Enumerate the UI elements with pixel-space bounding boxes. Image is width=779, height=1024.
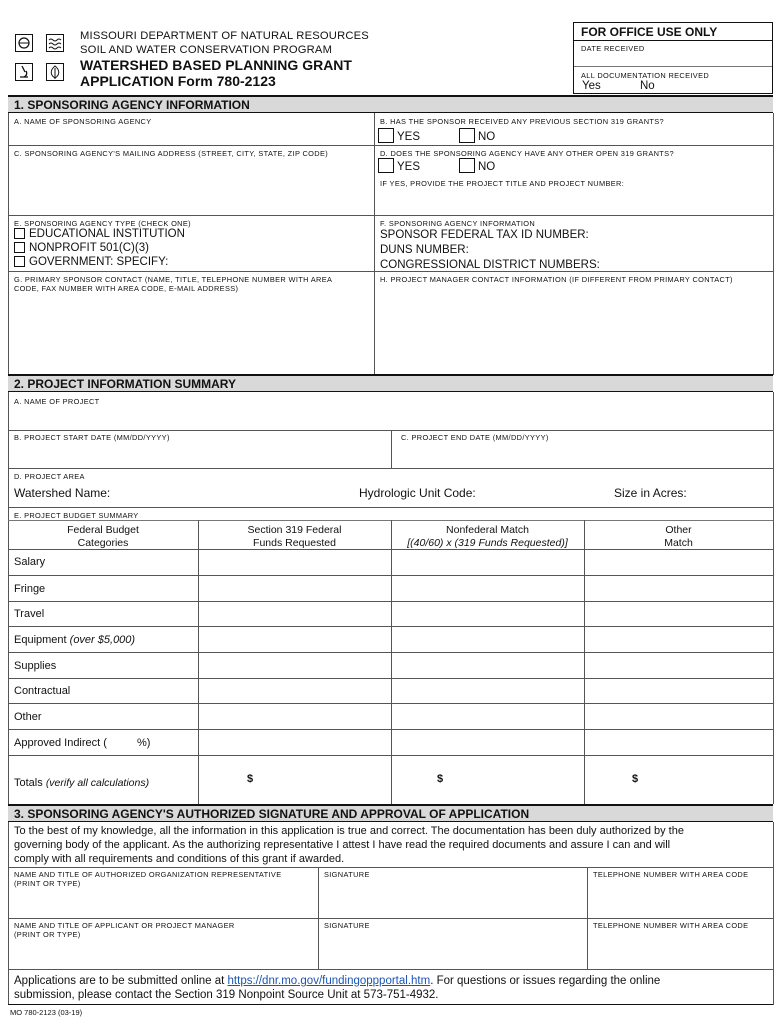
col-header-line: [(40/60) x (319 Funds Requested)] bbox=[407, 536, 568, 549]
s1-d-yes-label: YES bbox=[397, 161, 421, 173]
col-header-line: Federal Budget bbox=[67, 524, 139, 536]
leaf-icon bbox=[46, 63, 64, 81]
section1-title: 1. SPONSORING AGENCY INFORMATION bbox=[14, 98, 250, 112]
checkbox[interactable] bbox=[14, 256, 25, 267]
project-manager-signature-field[interactable] bbox=[324, 931, 582, 967]
col-header-line: Nonfederal Match bbox=[446, 524, 529, 536]
s2-d-label: D. PROJECT AREA bbox=[14, 472, 85, 481]
s1-b-no-option[interactable] bbox=[459, 128, 495, 143]
authorized-rep-signature-field[interactable] bbox=[324, 880, 582, 916]
water-waves-icon bbox=[46, 34, 64, 52]
project-manager-contact-field[interactable] bbox=[380, 286, 770, 373]
total-nonfederal-dollar: $ bbox=[437, 773, 444, 785]
congressional-district-label: CONGRESSIONAL DISTRICT NUMBERS: bbox=[380, 259, 600, 271]
budget-row-contractual: Contractual bbox=[14, 685, 71, 697]
col-header-line: Match bbox=[664, 536, 693, 549]
project-start-date-field[interactable] bbox=[14, 443, 389, 467]
s1-d-yes-option[interactable] bbox=[378, 158, 420, 173]
mgr-label-2: (PRINT OR TYPE) bbox=[14, 930, 81, 939]
section2-title: 2. PROJECT INFORMATION SUMMARY bbox=[14, 377, 237, 391]
funding-portal-link[interactable]: https://dnr.mo.gov/fundingoppportal.htm bbox=[227, 975, 431, 987]
s2-a-label: A. NAME OF PROJECT bbox=[14, 397, 100, 406]
section3-title: 3. SPONSORING AGENCY'S AUTHORIZED SIGNATURE AND APPROVAL OF APPLICATION bbox=[14, 807, 530, 821]
project-end-date-field[interactable] bbox=[401, 443, 769, 467]
col-header-line: Categories bbox=[77, 536, 129, 549]
section3-header bbox=[8, 804, 773, 822]
primary-contact-field[interactable] bbox=[14, 295, 370, 373]
s2-c-label: C. PROJECT END DATE (MM/DD/YYYY) bbox=[401, 433, 549, 442]
form-number: MO 780-2123 (03-19) bbox=[10, 1008, 83, 1017]
s1-a-label: A. NAME OF SPONSORING AGENCY bbox=[14, 117, 152, 126]
section1-header bbox=[8, 95, 773, 113]
budget-row-totals bbox=[14, 777, 149, 789]
compass-icon bbox=[15, 34, 33, 52]
hydrologic-unit-code-label: Hydrologic Unit Code: bbox=[359, 486, 476, 500]
program-name: SOIL AND WATER CONSERVATION PROGRAM bbox=[80, 44, 333, 56]
statement-line: To the best of my knowledge, all the information in this application is true and correct. The documentation has been duly authorized by the bbox=[14, 825, 684, 837]
submit-pre: Applications are to be submitted online at bbox=[14, 975, 228, 987]
authorized-rep-phone-field[interactable] bbox=[593, 880, 769, 916]
rep-label-1: NAME AND TITLE OF AUTHORIZED ORGANIZATION REPRESENTATIVE bbox=[14, 870, 282, 879]
checkbox[interactable] bbox=[14, 228, 25, 239]
totals-label: Totals bbox=[14, 777, 43, 789]
checkbox[interactable] bbox=[459, 158, 475, 173]
s1-b-no-label: NO bbox=[478, 131, 496, 143]
s1-f-label: F. SPONSORING AGENCY INFORMATION bbox=[380, 219, 536, 228]
form-title-line1: WATERSHED BASED PLANNING GRANT bbox=[80, 57, 352, 73]
total-other-dollar: $ bbox=[632, 773, 639, 785]
col-header-line: Funds Requested bbox=[253, 536, 336, 549]
office-use-box bbox=[573, 22, 773, 94]
s2-e-label: E. PROJECT BUDGET SUMMARY bbox=[14, 511, 139, 520]
budget-row-other: Other bbox=[14, 711, 42, 723]
budget-col-nonfederal bbox=[391, 524, 584, 549]
checkbox[interactable] bbox=[378, 158, 394, 173]
col-header-line: Other bbox=[665, 524, 692, 536]
budget-col-other bbox=[584, 524, 773, 549]
project-manager-name-field[interactable] bbox=[14, 941, 314, 967]
s1-h-label: H. PROJECT MANAGER CONTACT INFORMATION (IF DIFFERENT FROM PRIMARY CONTACT) bbox=[380, 275, 733, 284]
federal-tax-id-label: SPONSOR FEDERAL TAX ID NUMBER: bbox=[380, 229, 589, 241]
size-in-acres-label: Size in Acres: bbox=[614, 486, 687, 500]
s1-d-note: IF YES, PROVIDE THE PROJECT TITLE AND PROJECT NUMBER: bbox=[380, 179, 625, 188]
rep-phone-label: TELEPHONE NUMBER WITH AREA CODE bbox=[593, 870, 749, 879]
budget-row-travel: Travel bbox=[14, 608, 45, 620]
all-docs-label: ALL DOCUMENTATION RECEIVED bbox=[581, 71, 710, 80]
agency-name: MISSOURI DEPARTMENT OF NATURAL RESOURCES bbox=[80, 30, 369, 42]
indirect-suffix: %) bbox=[136, 737, 151, 749]
project-manager-phone-field[interactable] bbox=[593, 931, 769, 967]
s1-b-label: B. HAS THE SPONSOR RECEIVED ANY PREVIOUS SECTION 319 GRANTS? bbox=[380, 117, 664, 126]
s1-c-label: C. SPONSORING AGENCY'S MAILING ADDRESS (STREET, CITY, STATE, ZIP CODE) bbox=[14, 149, 329, 158]
s1-g-label-1: G. PRIMARY SPONSOR CONTACT (NAME, TITLE, TELEPHONE NUMBER WITH AREA bbox=[14, 275, 333, 284]
agency-type-educational[interactable] bbox=[14, 228, 185, 240]
agency-type-educational-label: EDUCATIONAL INSTITUTION bbox=[29, 228, 185, 240]
form-title-line2: APPLICATION Form 780-2123 bbox=[80, 73, 276, 89]
office-no[interactable]: No bbox=[640, 80, 655, 92]
checkbox[interactable] bbox=[459, 128, 475, 143]
budget-row-supplies: Supplies bbox=[14, 660, 57, 672]
s1-b-yes-label: YES bbox=[397, 131, 421, 143]
s1-b-yes-option[interactable] bbox=[378, 128, 420, 143]
checkbox[interactable] bbox=[378, 128, 394, 143]
budget-row-salary: Salary bbox=[14, 556, 46, 568]
submission-instructions bbox=[14, 974, 769, 1002]
col-header-line: Section 319 Federal bbox=[247, 524, 342, 536]
budget-row-equipment bbox=[14, 634, 135, 646]
authorized-rep-name-field[interactable] bbox=[14, 890, 314, 916]
section2-header bbox=[8, 374, 773, 392]
indirect-label: Approved Indirect ( bbox=[14, 737, 107, 749]
mgr-phone-label: TELEPHONE NUMBER WITH AREA CODE bbox=[593, 921, 749, 930]
submit-post: . For questions or issues regarding the online bbox=[430, 975, 661, 987]
statement-line: governing body of the applicant. As the authorizing representative I attest I have read the required documents and assure I can and will bbox=[14, 838, 671, 851]
budget-col-categories bbox=[8, 524, 198, 549]
s1-g-label-2: CODE, FAX NUMBER WITH AREA CODE, E-MAIL ADDRESS) bbox=[14, 284, 239, 293]
mailing-address-field[interactable] bbox=[14, 160, 370, 212]
duns-number-label: DUNS NUMBER: bbox=[380, 244, 469, 256]
office-yes[interactable]: Yes bbox=[582, 80, 601, 92]
office-use-title: FOR OFFICE USE ONLY bbox=[581, 25, 718, 39]
rep-label-2: (PRINT OR TYPE) bbox=[14, 879, 81, 888]
watershed-name-label: Watershed Name: bbox=[14, 486, 111, 500]
s2-b-label: B. PROJECT START DATE (MM/DD/YYYY) bbox=[14, 433, 170, 442]
project-name-field[interactable] bbox=[14, 407, 769, 429]
sponsoring-agency-name-field[interactable] bbox=[14, 126, 370, 143]
agency-type-government[interactable] bbox=[14, 256, 168, 268]
s1-e-label: E. SPONSORING AGENCY TYPE (CHECK ONE) bbox=[14, 219, 191, 228]
submission-line-2: submission, please contact the Section 319 Nonpoint Source Unit at 573-751-4932. bbox=[14, 989, 439, 1001]
s1-d-no-label: NO bbox=[478, 161, 496, 173]
equipment-label: Equipment bbox=[14, 634, 67, 646]
budget-row-indirect bbox=[14, 737, 150, 749]
certification-statement bbox=[14, 825, 769, 866]
s1-d-label: D. DOES THE SPONSORING AGENCY HAVE ANY OTHER OPEN 319 GRANTS? bbox=[380, 149, 674, 158]
totals-note: (verify all calculations) bbox=[45, 777, 150, 789]
budget-row-fringe: Fringe bbox=[14, 583, 46, 595]
total-federal-dollar: $ bbox=[247, 773, 254, 785]
date-received-label: DATE RECEIVED bbox=[581, 44, 645, 53]
s1-d-no-option[interactable] bbox=[459, 158, 495, 173]
budget-col-federal bbox=[198, 524, 391, 549]
agency-type-government-label: GOVERNMENT: SPECIFY: bbox=[29, 256, 169, 268]
mgr-signature-label: SIGNATURE bbox=[324, 921, 370, 930]
agency-type-nonprofit-label: NONPROFIT 501(C)(3) bbox=[29, 242, 149, 254]
statement-line: comply with all requirements and conditions of this grant if awarded. bbox=[14, 852, 345, 865]
checkbox[interactable] bbox=[14, 242, 25, 253]
microscope-icon bbox=[15, 63, 33, 81]
rep-signature-label: SIGNATURE bbox=[324, 870, 370, 879]
submission-line-1 bbox=[14, 974, 769, 988]
mgr-label-1: NAME AND TITLE OF APPLICANT OR PROJECT MANAGER bbox=[14, 921, 235, 930]
agency-type-nonprofit[interactable] bbox=[14, 242, 149, 254]
equipment-note: (over $5,000) bbox=[69, 634, 136, 646]
